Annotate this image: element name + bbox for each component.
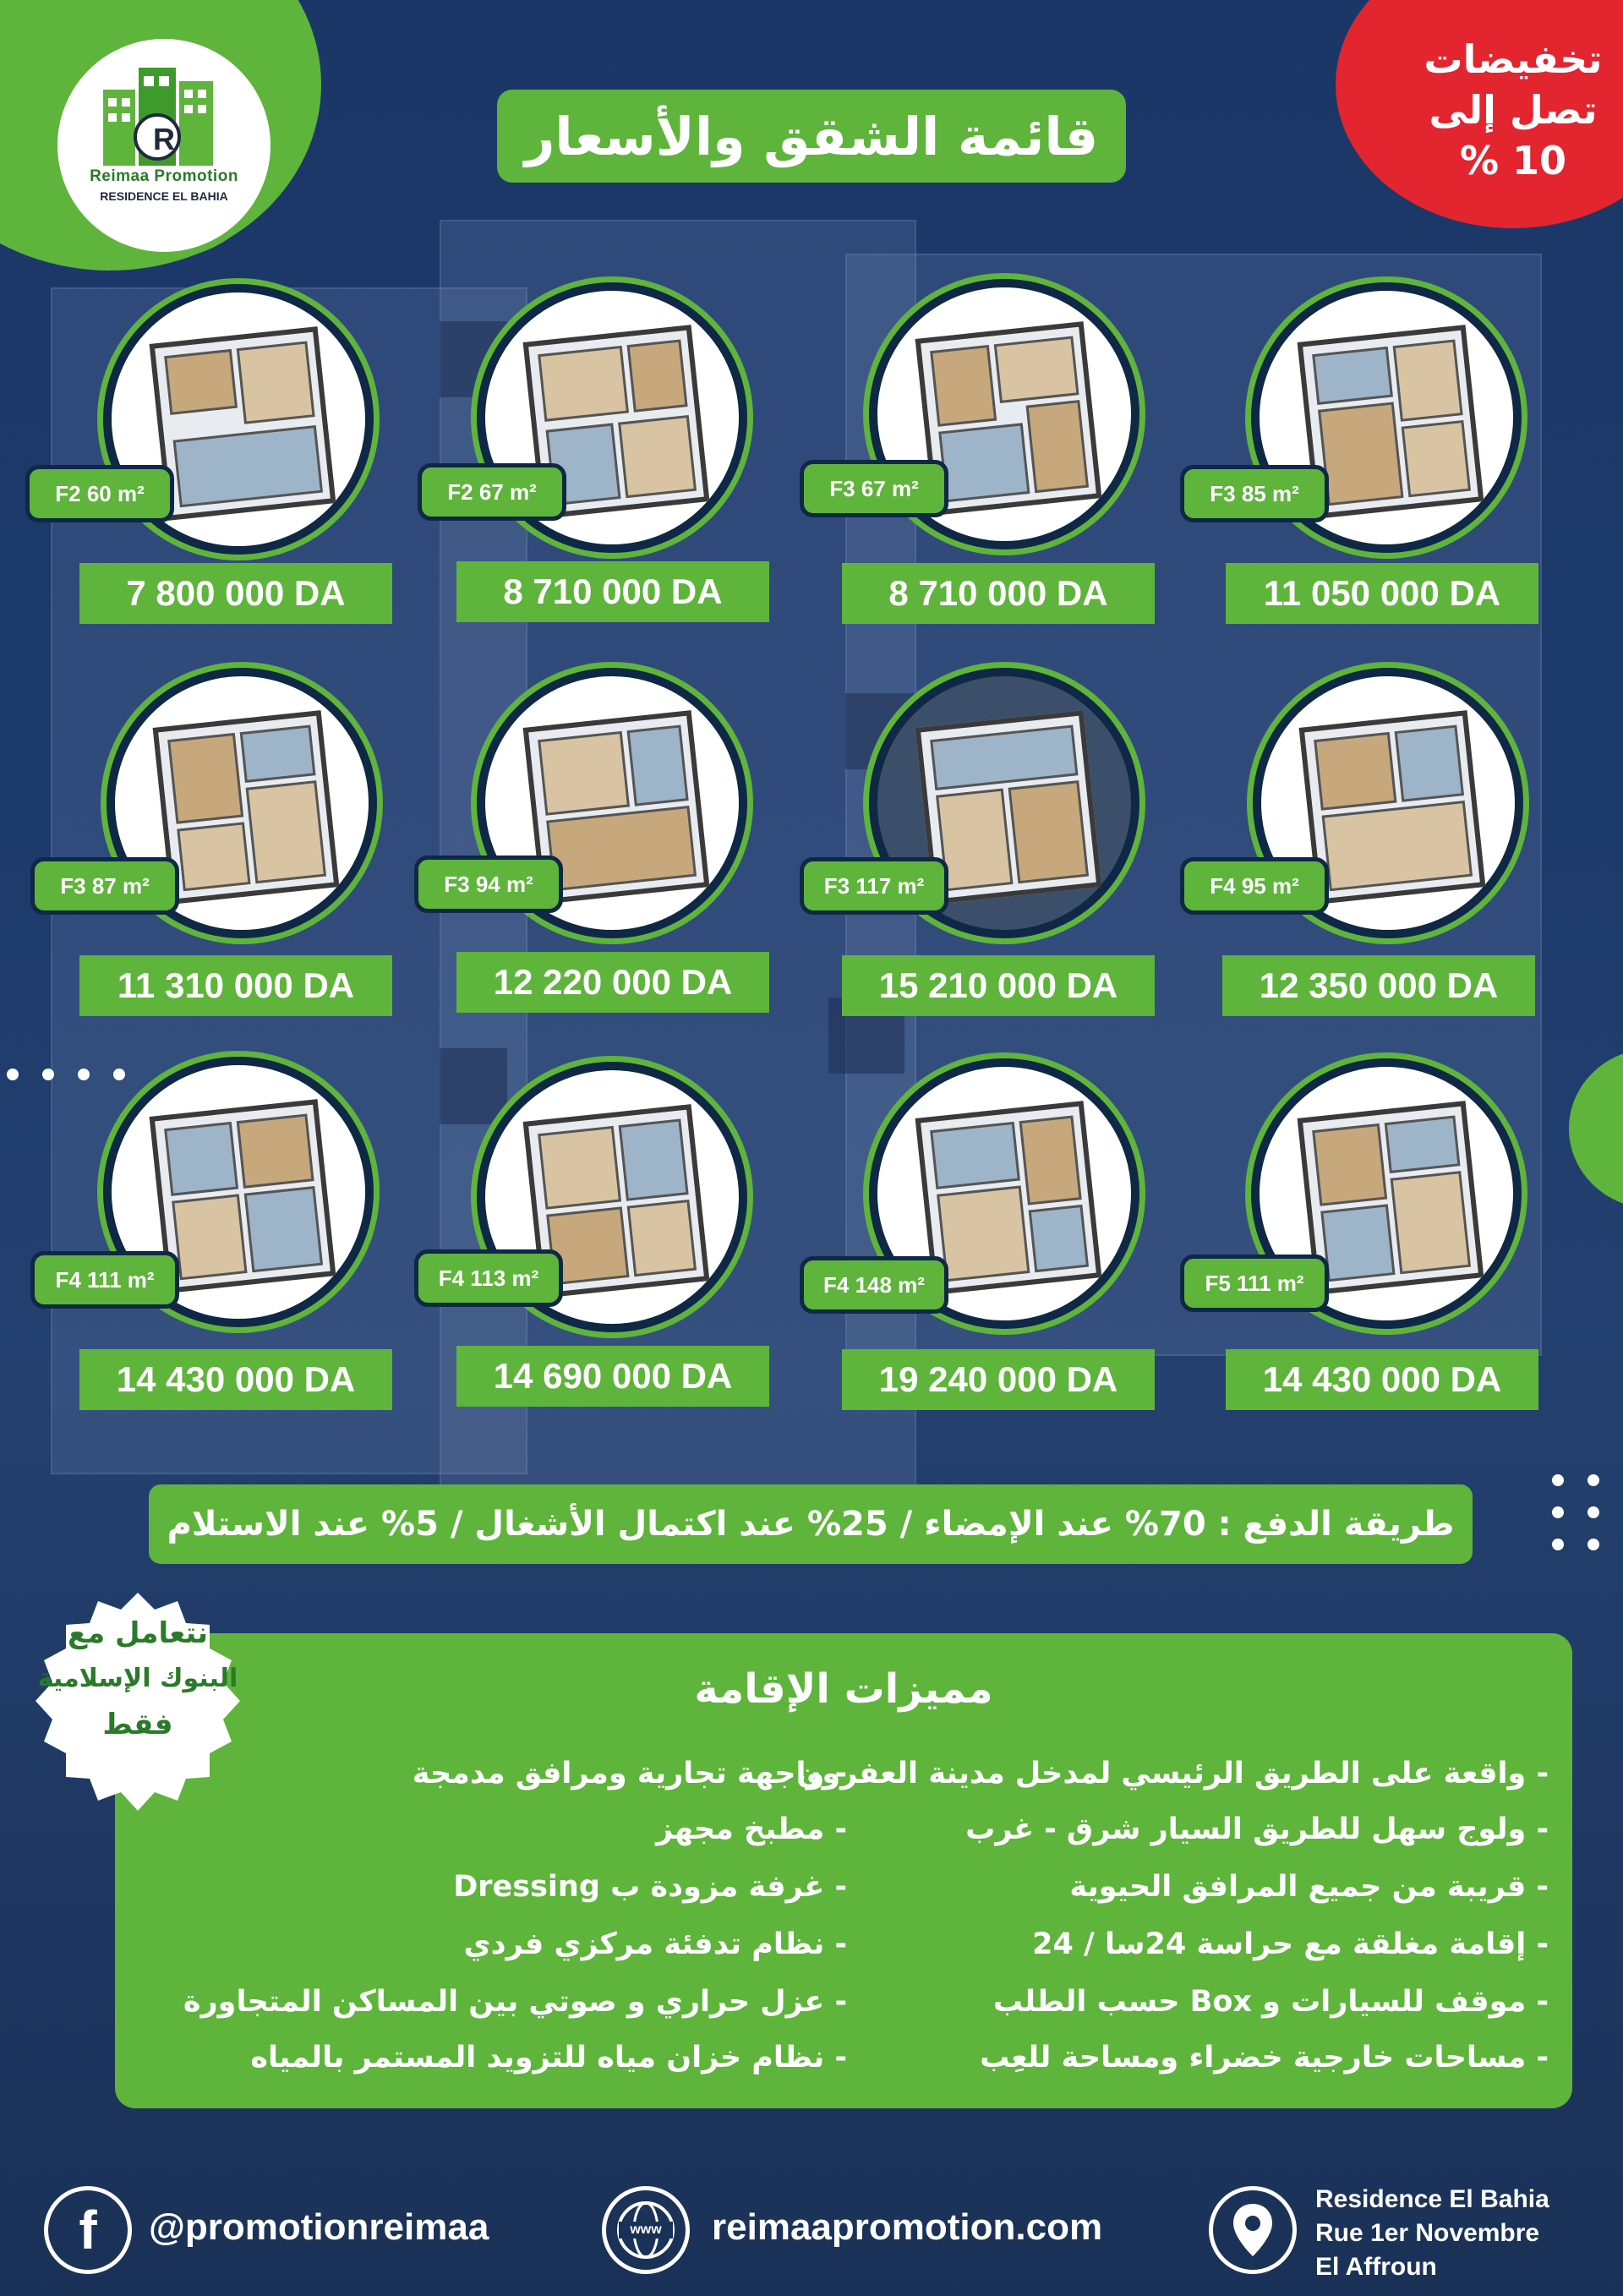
apartment-area-badge: F3 117 m² (800, 857, 948, 915)
apartment-area-badge: F3 87 m² (30, 857, 179, 915)
feature-item: - نظام خزان مياه للتزويد المستمر بالمياه (250, 2041, 847, 2075)
decorative-leaf (1569, 1048, 1623, 1209)
apartment-price: 7 800 000 DA (79, 563, 392, 624)
web-icon-label: www (630, 2222, 662, 2237)
apartment-price: 14 690 000 DA (456, 1346, 769, 1407)
apartment-price: 12 350 000 DA (1222, 955, 1535, 1016)
apartment-price: 19 240 000 DA (842, 1349, 1155, 1410)
background-window (440, 1048, 507, 1124)
apartment-area-badge: F2 67 m² (418, 463, 566, 521)
feature-item: - مساحات خارجية خضراء ومساحة للعِب (980, 2041, 1549, 2075)
address-line-2: Rue 1er Novembre (1315, 2219, 1540, 2247)
feature-item: - إقامة مغلقة مع حراسة 24سا / 24 (1032, 1927, 1549, 1961)
features-panel (115, 1633, 1572, 2108)
feature-item: - نظام تدفئة مركزي فردي (463, 1927, 847, 1961)
page-title: قائمة الشقق والأسعار (497, 90, 1126, 183)
facebook-icon[interactable]: f (44, 2186, 132, 2274)
discount-text (1386, 34, 1623, 186)
discount-line-2: تصل إلى (1429, 87, 1598, 133)
logo-letter: R (153, 122, 175, 156)
features-title: مميزات الإقامة (694, 1665, 993, 1713)
seal-line-1: نتعامل مع (67, 1616, 209, 1650)
seal-line-2: البنوك الإسلامية (37, 1664, 238, 1693)
feature-item: - قريبة من جميع المرافق الحيوية (1069, 1870, 1549, 1904)
apartment-area-badge: F4 148 m² (800, 1256, 948, 1314)
feature-item: - موقف للسيارات و Box حسب الطلب (992, 1985, 1549, 2019)
apartment-price: 15 210 000 DA (842, 955, 1155, 1016)
brand-logo (51, 32, 277, 259)
islamic-banks-seal-text (24, 1610, 252, 1747)
discount-line-1: تخفيضات (1424, 36, 1603, 82)
floor-plan (150, 326, 336, 521)
apartment-price: 8 710 000 DA (456, 561, 769, 622)
feature-item: - ولوج سهل للطريق السيار شرق - غرب (965, 1812, 1549, 1846)
apartment-price: 11 050 000 DA (1226, 563, 1538, 624)
apartment-area-badge: F3 67 m² (800, 460, 948, 517)
residence-name: RESIDENCE EL BAHIA (100, 189, 228, 203)
apartment-area-badge: F5 111 m² (1180, 1255, 1329, 1312)
brand-name: Reimaa Promotion (90, 167, 238, 185)
globe-icon[interactable] (602, 2186, 690, 2274)
address-line-3: El Affroun (1315, 2253, 1437, 2281)
apartment-price: 14 430 000 DA (79, 1349, 392, 1410)
apartment-price: 12 220 000 DA (456, 952, 769, 1013)
facebook-handle[interactable]: @promotionreimaa (149, 2206, 489, 2248)
apartment-area-badge: F3 85 m² (1180, 465, 1329, 522)
feature-item: - عزل حراري و صوتي بين المساكن المتجاورة (183, 1985, 847, 2019)
website-link[interactable]: reimaapromotion.com (712, 2206, 1103, 2248)
apartment-price: 14 430 000 DA (1226, 1349, 1538, 1410)
feature-item: - مطبخ مجهز (656, 1812, 847, 1846)
apartment-area-badge: F3 94 m² (414, 856, 563, 913)
apartment-area-badge: F4 111 m² (30, 1251, 179, 1309)
apartment-area-badge: F4 113 m² (414, 1249, 563, 1307)
address-block (1315, 2183, 1549, 2284)
feature-item: - واقعة على الطريق الرئيسي لمدخل مدينة العفرون (796, 1757, 1549, 1790)
apartment-area-badge: F4 95 m² (1180, 857, 1329, 915)
decorative-dots (7, 1069, 125, 1080)
floor-plan (153, 710, 340, 905)
address-line-1: Residence El Bahia (1315, 2185, 1549, 2213)
seal-line-3: فقط (102, 1708, 173, 1741)
payment-terms: طريقة الدفع : 70% عند الإمضاء / 25% عند اكتمال الأشغال / 5% عند الاستلام (149, 1484, 1473, 1564)
feature-item: - غرفة مزودة ب Dressing (453, 1870, 847, 1904)
apartment-area-badge: F2 60 m² (25, 465, 174, 522)
discount-line-3: 10 % (1459, 138, 1567, 183)
apartment-price: 8 710 000 DA (842, 563, 1155, 624)
apartment-price: 11 310 000 DA (79, 955, 392, 1016)
location-pin-icon (1209, 2186, 1297, 2274)
decorative-dots (1552, 1474, 1623, 1550)
feature-item: - واجهة تجارية ومرافق مدمجة (412, 1757, 847, 1790)
